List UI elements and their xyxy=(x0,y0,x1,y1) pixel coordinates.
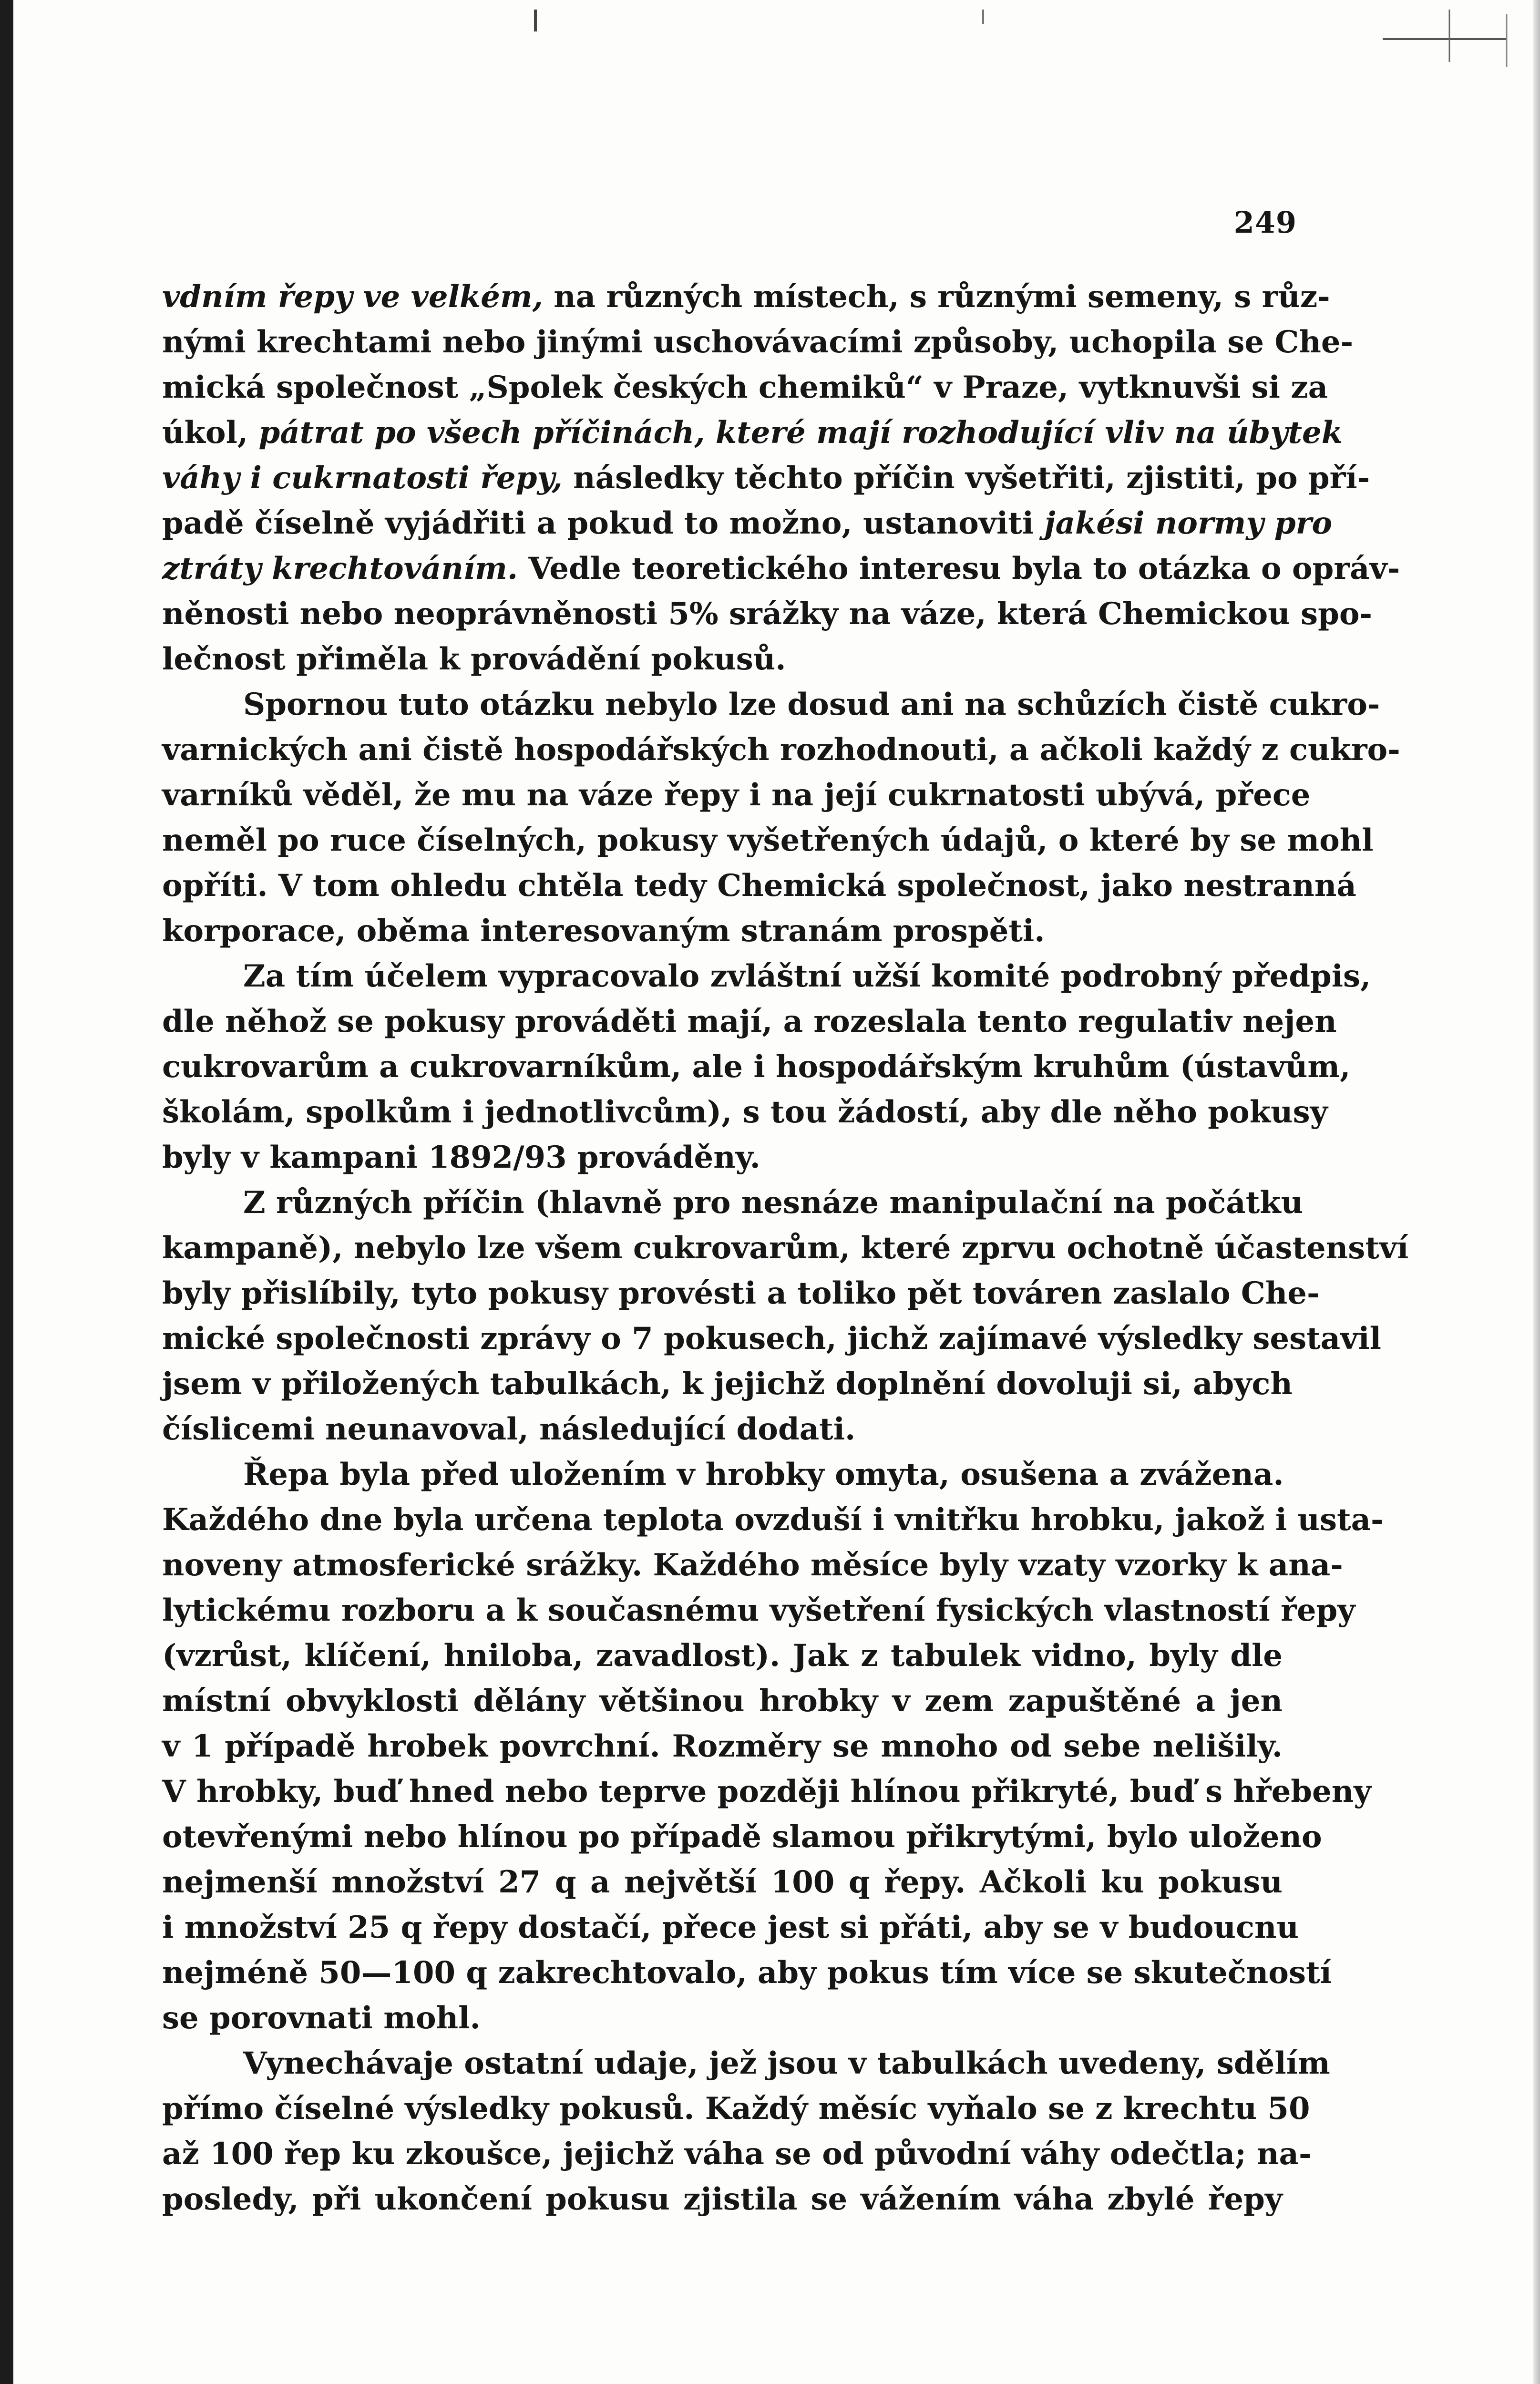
text-line xyxy=(162,455,1370,501)
text-span: až 100 řep ku zkoušce, jejichž váha se od původní váhy odečtla; na- xyxy=(162,2136,1312,2172)
text-span: posledy, při ukončení pokusu zjistila se vážením váha zbylé řepy xyxy=(162,2181,1283,2217)
text-span: nejmenší množství 27 q a největší 100 q řepy. Ačkoli ku pokusu xyxy=(162,1864,1283,1900)
text-span: Z různých příčin (hlavně pro nesnáze manipulační na počátku xyxy=(243,1185,1304,1221)
text-span: varníků věděl, že mu na váze řepy i na její cukrnatosti ubývá, přece xyxy=(162,777,1311,813)
text-span: noveny atmosferické srážky. Každého měsíce byly vzaty vzorky k ana- xyxy=(162,1547,1343,1583)
text-line xyxy=(162,1905,1299,1950)
scan-binding-edge xyxy=(0,0,13,2384)
text-line xyxy=(162,1588,1355,1633)
text-line xyxy=(162,1225,1409,1271)
text-line xyxy=(162,274,1330,319)
text-line xyxy=(162,365,1328,410)
text-line xyxy=(162,727,1400,772)
text-line xyxy=(162,2086,1310,2131)
text-line xyxy=(162,1044,1351,1089)
text-span: byly v kampani 1892/93 prováděny. xyxy=(162,1140,760,1175)
italic-text: jakési normy pro xyxy=(1044,505,1332,541)
text-span: Vynechávaje ostatní udaje, jež jsou v tabulkách uvedeny, sdělím xyxy=(243,2045,1330,2081)
text-span: úkol, xyxy=(162,415,259,451)
text-line xyxy=(162,863,1356,908)
text-span: Spornou tuto otázku nebylo lze dosud ani na schůzích čistě cukro- xyxy=(243,687,1380,722)
text-span: Vedle teoretického interesu byla to otázka o opráv- xyxy=(518,551,1400,586)
text-span: (vzrůst, klíčení, hniloba, zavadlost). Jak z tabulek vidno, byly dle xyxy=(162,1638,1283,1674)
text-line xyxy=(162,682,1380,727)
text-span: varnických ani čistě hospodářských rozhodnouti, a ačkoli každý z cukro- xyxy=(162,732,1400,768)
text-span: cukrovarům a cukrovarníkům, ale i hospodářským kruhům (ústavům, xyxy=(162,1049,1351,1085)
text-line xyxy=(162,1769,1372,1814)
text-span: V hrobky, buď hned nebo teprve později hlínou přikryté, buď s hřebeny xyxy=(162,1774,1372,1809)
text-span: Řepa byla před uložením v hrobky omyta, osušena a zvážena. xyxy=(243,1457,1284,1492)
text-span: lytickému rozboru a k současnému vyšetření fysických vlastností řepy xyxy=(162,1593,1355,1628)
text-span: v 1 případě hrobek povrchní. Rozměry se mnoho od sebe nelišily. xyxy=(162,1728,1283,1764)
text-span: mická společnost „Spolek českých chemiků“ v Praze, vytknuvši si za xyxy=(162,370,1328,405)
text-line xyxy=(162,954,1371,999)
text-span: následky těchto příčin vyšetřiti, zjistiti, po pří- xyxy=(562,460,1370,496)
text-span: padě číselně vyjádřiti a pokud to možno, ustanoviti xyxy=(162,505,1045,541)
text-span: se porovnati mohl. xyxy=(162,2000,481,2036)
text-line xyxy=(162,319,1354,365)
text-line xyxy=(162,1542,1343,1588)
text-span: srážky na váze, která Chemickou spo- xyxy=(718,596,1373,632)
text-span: korporace, oběma interesovaným stranám prospěti. xyxy=(162,913,1045,949)
text-line xyxy=(162,1497,1384,1542)
text-line xyxy=(162,1814,1322,1860)
text-span: i množství 25 q řepy dostačí, přece jest si přáti, aby se v budoucnu xyxy=(162,1910,1299,1945)
text-line xyxy=(162,1724,1283,1769)
text-line xyxy=(162,1271,1320,1316)
scan-artifact-mark xyxy=(534,10,537,31)
text-span: neměl po ruce číselných, pokusy vyšetřených údajů, o které by se mohl xyxy=(162,822,1374,858)
text-line xyxy=(162,1316,1381,1361)
text-line xyxy=(162,2131,1312,2177)
text-span: dle něhož se pokusy prováděti mají, a rozeslala tento regulativ nejen xyxy=(162,1004,1337,1039)
text-span: nými krechtami nebo jinými uschovávacími způsoby, uchopila se Che- xyxy=(162,324,1354,360)
text-line xyxy=(162,2041,1330,2086)
italic-text: váhy i cukrnatosti řepy, xyxy=(162,460,563,496)
text-span: přímo číselné výsledky pokusů. Každý měsíc vyňalo se z krechtu 50 xyxy=(162,2091,1310,2127)
text-line xyxy=(162,818,1374,863)
page-number: 249 xyxy=(1233,205,1297,240)
scan-corner-artifact xyxy=(1378,10,1511,67)
text-line xyxy=(162,1995,1283,2041)
text-span: lečnost přiměla k provádění pokusů. xyxy=(162,641,786,677)
text-line xyxy=(162,1452,1283,1497)
text-span: jsem v přiložených tabulkách, k jejichž doplnění dovoluji si, abych xyxy=(162,1366,1293,1402)
text-line xyxy=(162,410,1343,455)
text-span: otevřenými nebo hlínou po případě slamou přikrytými, bylo uloženo xyxy=(162,1819,1322,1855)
text-line xyxy=(162,637,1283,682)
text-line xyxy=(162,546,1400,591)
text-line xyxy=(162,501,1332,546)
body-text xyxy=(162,274,1409,2222)
text-line xyxy=(162,1407,1283,1452)
text-span: nejméně 50—100 q zakrechtovalo, aby pokus tím více se skutečností xyxy=(162,1955,1332,1991)
italic-text: vdním řepy ve velkém, xyxy=(162,279,543,315)
text-line xyxy=(162,999,1337,1044)
text-span: Za tím účelem vypracovalo zvláštní užší komité podrobný předpis, xyxy=(243,958,1371,994)
italic-text: ztráty krechtováním. xyxy=(162,551,518,586)
text-line xyxy=(162,772,1311,818)
text-line xyxy=(162,1089,1328,1135)
text-span: opříti. V tom ohledu chtěla tedy Chemická společnost, jako nestranná xyxy=(162,868,1356,904)
text-span: kampaně), nebylo lze všem cukrovarům, které zprvu ochotně účastenství xyxy=(162,1230,1409,1266)
text-line xyxy=(162,908,1283,954)
text-line xyxy=(162,1633,1283,1678)
italic-text: pátrat po všech příčinách, které mají rozhodující vliv na úbytek xyxy=(258,415,1343,451)
text-span: místní obvyklosti dělány většinou hrobky v zem zapuštěné a jen xyxy=(162,1683,1283,1719)
text-span: Každého dne byla určena teplota ovzduší i vnitřku hrobku, jakož i usta- xyxy=(162,1502,1384,1538)
text-span: mické společnosti zprávy o 7 pokusech, jichž zajímavé výsledky sestavil xyxy=(162,1321,1381,1356)
text-span: na různých místech, s různými semeny, s růz- xyxy=(543,279,1330,315)
text-span: číslicemi neunavoval, následující dodati. xyxy=(162,1411,856,1447)
text-span: školám, spolkům i jednotlivcům), s tou žádostí, aby dle něho pokusy xyxy=(162,1094,1328,1130)
text-line xyxy=(162,1860,1283,1905)
text-line xyxy=(162,1678,1283,1724)
text-line xyxy=(162,1361,1293,1407)
text-line xyxy=(162,1135,1283,1180)
text-line xyxy=(162,591,1373,637)
text-line xyxy=(162,1180,1304,1225)
scan-right-edge xyxy=(1533,0,1540,2384)
text-line xyxy=(162,1950,1332,1995)
text-line xyxy=(162,2177,1283,2222)
text-span: něnosti nebo neoprávněnosti 5% xyxy=(162,596,719,632)
scan-artifact-mark xyxy=(982,10,984,24)
text-span: byly přislíbily, tyto pokusy provésti a toliko pět továren zaslalo Che- xyxy=(162,1275,1320,1311)
